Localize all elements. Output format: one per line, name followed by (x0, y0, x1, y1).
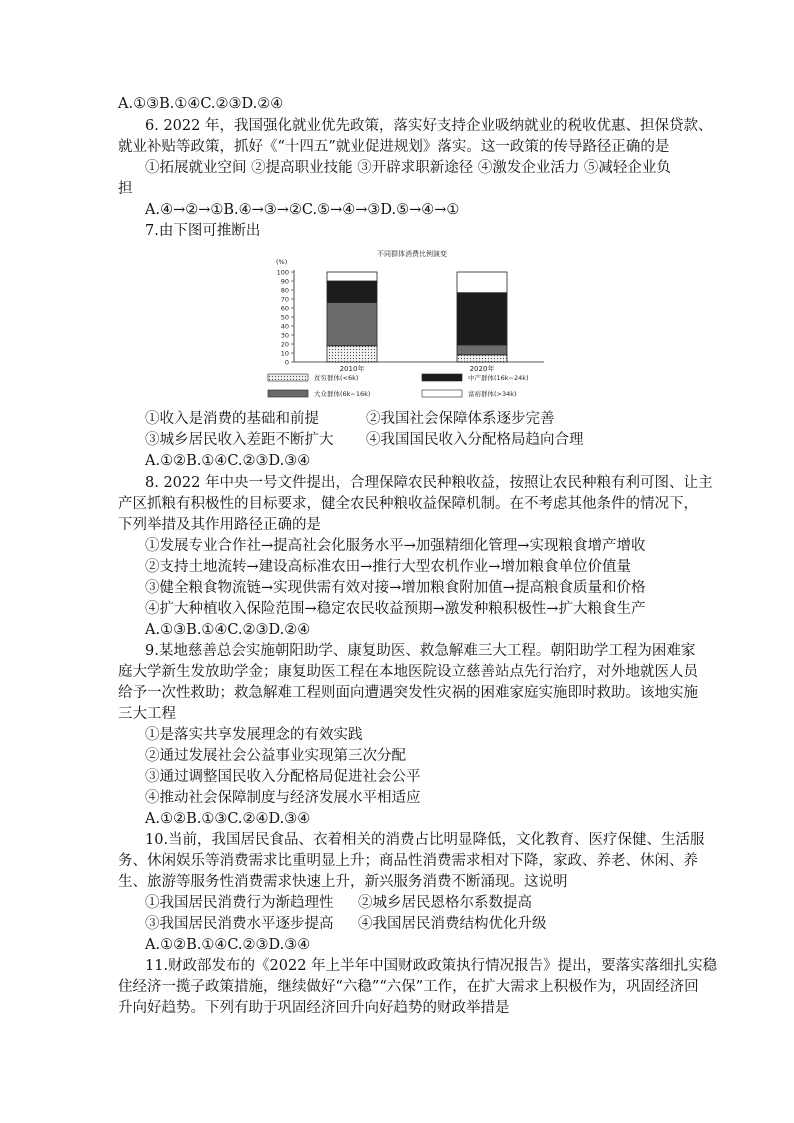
legend-label: 富裕群体(>34k) (468, 390, 517, 398)
q8-stem-line-2: 产区抓粮有积极性的目标要求，健全农民种粮收益保障机制。在不考虑其他条件的情况下， (118, 496, 698, 512)
q10-item-4: ④我国居民消费结构优化升级 (358, 916, 547, 932)
q8-item-1: ①发展专业合作社→提高社会化服务水平→加强精细化管理→实现粮食增产增收 (145, 538, 646, 554)
q7-stem: 7.由下图可推断出 (145, 223, 261, 239)
q10-item-3: ③我国居民消费水平逐步提高 (145, 916, 334, 932)
q10-answer-options: A.①②B.①④C.②③D.③④ (145, 937, 311, 953)
q6-items-line-1: ①拓展就业空间 ②提高职业技能 ③开辟求职新途径 ④激发企业活力 ⑤减轻企业负 (145, 160, 671, 176)
y-tick-label: 70 (280, 295, 289, 304)
q7-item-4: ④我国国民收入分配格局趋向合理 (366, 432, 584, 448)
y-tick-label: 30 (280, 331, 289, 340)
q5-answer-options: A.①③B.①④C.②③D.②④ (118, 96, 284, 112)
bar-segment (327, 272, 377, 281)
q11-stem-line-3: 升向好趋势。下列有助于巩固经济回升向好趋势的财政举措是 (118, 1000, 510, 1016)
x-tick-label: 2020年 (469, 365, 495, 373)
q7-item-3: ③城乡居民收入差距不断扩大 (145, 432, 334, 448)
legend-swatch (268, 390, 308, 397)
x-tick-label: 2010年 (339, 365, 365, 373)
q9-item-2: ②通过发展社会公益事业实现第三次分配 (145, 748, 406, 764)
bar-segment (327, 281, 377, 303)
stacked-bar-chart (262, 246, 562, 404)
q6-stem-line-1: 6. 2022 年，我国强化就业优先政策，落实好支持企业吸纳就业的税收优惠、担保贷款、 (145, 118, 713, 134)
bar-segment (327, 346, 377, 362)
y-tick-label: 20 (280, 340, 289, 349)
q8-stem-line-3: 下列举措及其作用路径正确的是 (118, 517, 321, 533)
q7-item-2: ②我国社会保障体系逐步完善 (366, 411, 555, 427)
q8-item-4: ④扩大种植收入保险范围→稳定农民收益预期→激发种粮积极性→扩大粮食生产 (145, 601, 646, 617)
q6-stem-line-2: 就业补贴等政策，抓好《“十四五”就业促进规划》落实。这一政策的传导路径正确的是 (118, 139, 670, 155)
q7-item-1: ①收入是消费的基础和前提 (145, 411, 319, 427)
q8-answer-options: A.①③B.①④C.②③D.②④ (145, 622, 311, 638)
y-tick-label: 60 (280, 304, 289, 313)
consumption-chart (262, 246, 562, 404)
bar-segment (457, 345, 507, 355)
legend-label: 中产群体(16k~24k) (468, 374, 529, 382)
q9-item-4: ④推动社会保障制度与经济发展水平相适应 (145, 790, 421, 806)
q11-stem-line-1: 11.财政部发布的《2022 年上半年中国财政政策执行情况报告》提出，要落实落细扎实稳 (145, 958, 718, 974)
q9-stem-line-2: 庭大学新生发放助学金；康复助医工程在本地医院设立慈善站点先行治疗，对外地就医人员 (118, 664, 698, 680)
q8-item-2: ②支持土地流转→建设高标准农田→推行大型农机作业→增加粮食单位价值量 (145, 559, 631, 575)
bar-segment (457, 272, 507, 293)
y-tick-label: 0 (284, 358, 289, 367)
q10-item-1: ①我国居民消费行为渐趋理性 (145, 895, 334, 911)
legend-swatch (422, 390, 462, 397)
q9-item-1: ①是落实共享发展理念的有效实践 (145, 727, 363, 743)
q9-stem-line-4: 三大工程 (118, 706, 176, 722)
q10-stem-line-2: 务、休闲娱乐等消费需求比重明显上升；商品性消费需求相对下降，家政、养老、休闲、养 (118, 853, 698, 869)
q9-item-3: ③通过调整国民收入分配格局促进社会公平 (145, 769, 421, 785)
bar-segment (327, 303, 377, 346)
q10-stem-line-3: 生、旅游等服务性消费需求快速上升，新兴服务消费不断涌现。这说明 (118, 874, 568, 890)
q8-item-3: ③健全粮食物流链→实现供需有效对接→增加粮食附加值→提高粮食质量和价格 (145, 580, 646, 596)
legend-label: 贫穷群体(<6k) (314, 374, 359, 382)
q8-stem-line-1: 8. 2022 年中央一号文件提出，合理保障农民种粮收益，按照让农民种粮有利可图、让主 (145, 475, 713, 491)
y-tick-label: 90 (280, 277, 289, 286)
q9-stem-line-3: 给予一次性救助；救急解难工程则面向遭遇突发性灾祸的困难家庭实施即时救助。该地实施 (118, 685, 698, 701)
chart-title: 不同群体消费比例演变 (377, 250, 447, 258)
q9-answer-options: A.①②B.①③C.②④D.③④ (145, 811, 311, 827)
y-tick-label: 40 (280, 322, 289, 331)
q11-stem-line-2: 住经济一揽子政策措施，继续做好“六稳”“六保”工作，在扩大需求上积极作为，巩固经济回 (118, 979, 699, 995)
q6-items-line-2: 担 (118, 181, 133, 197)
q9-stem-line-1: 9.某地慈善总会实施朝阳助学、康复助医、救急解难三大工程。朝阳助学工程为困难家 (145, 643, 696, 659)
y-axis-label: (%) (276, 258, 288, 266)
y-tick-label: 100 (276, 268, 289, 277)
legend-swatch (268, 374, 308, 381)
y-tick-label: 10 (280, 349, 289, 358)
bar-segment (457, 293, 507, 345)
y-tick-label: 50 (280, 313, 289, 322)
q10-stem-line-1: 10.当前，我国居民食品、衣着相关的消费占比明显降低，文化教育、医疗保健、生活服 (145, 832, 705, 848)
legend-label: 大众群体(6k~16k) (314, 390, 371, 398)
y-tick-label: 80 (280, 286, 289, 295)
legend-swatch (422, 374, 462, 381)
q10-item-2: ②城乡居民恩格尔系数提高 (358, 895, 532, 911)
bar-segment (457, 355, 507, 362)
q7-answer-options: A.①②B.①④C.②③D.③④ (145, 453, 311, 469)
q6-answer-options: A.④→②→①B.④→③→②C.⑤→④→③D.⑤→④→① (145, 202, 460, 218)
